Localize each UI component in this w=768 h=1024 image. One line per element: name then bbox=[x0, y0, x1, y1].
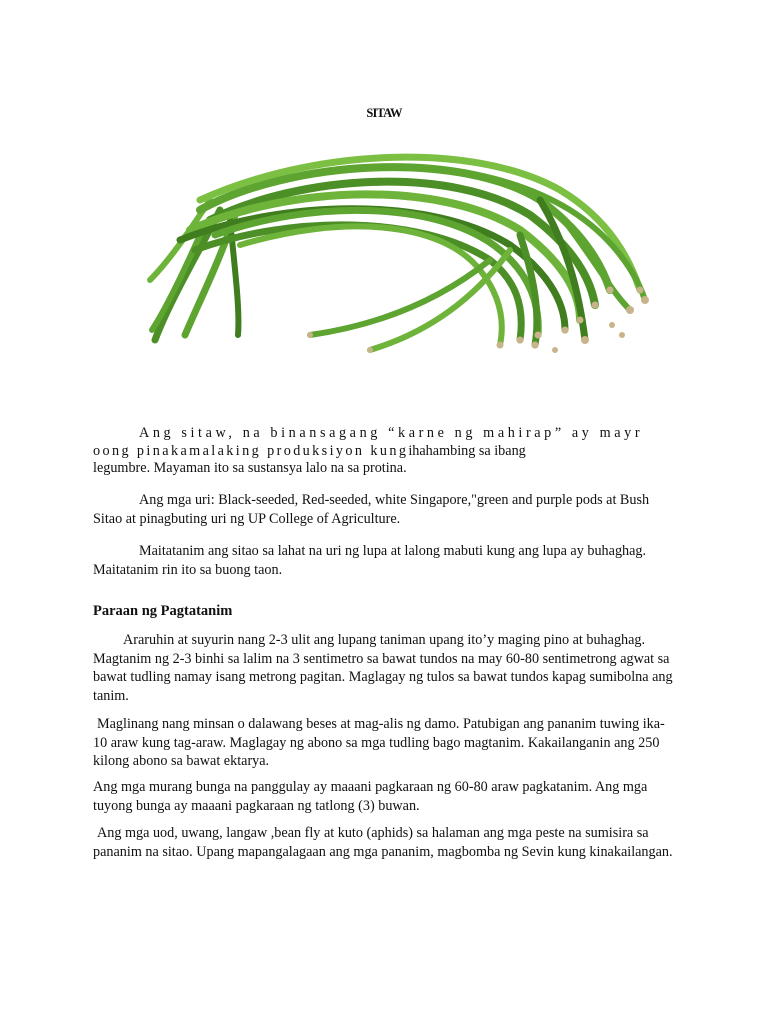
section-heading: Paraan ng Pagtatanim bbox=[93, 603, 233, 619]
intro-line-2-spaced: oong pinakamalaking produksiyon kung bbox=[93, 443, 409, 459]
document-title: SITAW bbox=[366, 106, 402, 120]
paragraph-planting: Araruhin at suyurin nang 2-3 ulit ang lupang taniman upang ito’y maging pino at buhaghag. Magtanim ng 2-3 binhi sa lalim na 3 sentimetro sa bawat tundos na may 60-80 sentimetrong agwat sa bawat tudling namay isang metrong pagitan. Maglagay ng tulos sa bawat tundos kapag sumibolna ang tanim. bbox=[93, 632, 673, 704]
paragraph-care: Maglinang nang minsan o dalawang beses at mag-alis ng damo. Patubigan ang pananim tuwing ika-10 araw kung tag-araw. Maglagay ng abono sa mga tudling bago magtanim. Kakailanganin ang 250 kilong abono sa bawat ektarya. bbox=[93, 716, 665, 769]
intro-line-1: Ang sitaw, na binansagang “karne ng mahirap” ay mayr bbox=[139, 425, 644, 441]
paragraph-varieties: Ang mga uri: Black-seeded, Red-seeded, white Singapore,"green and purple pods at Bush Sitao at pinagbuting uri ng UP College of Agriculture. bbox=[93, 492, 650, 527]
paragraph-harvest: Ang mga murang bunga na panggulay ay maaani pagkaraan ng 60-80 araw pagkatanim. Ang mga tuyong bunga ay maaani pagkaraan ng tatlong (3) buwan. bbox=[93, 779, 648, 814]
paragraph-pests: Ang mga uod, uwang, langaw ,bean fly at kuto (aphids) sa halaman ang mga peste na sumisira sa pananim na sitao. Upang mapangalagaan ang mga pananim, magbomba ng Sevin kung kinakailangan. bbox=[93, 825, 673, 860]
string-beans-image bbox=[140, 140, 670, 380]
paragraph-soil: Maitatanim ang sitao sa lahat na uri ng lupa at lalong mabuti kung ang lupa ay buhaghag. Maitatanim rin ito sa buong taon. bbox=[93, 543, 647, 578]
intro-line-3: legumbre. Mayaman ito sa sustansya lalo na sa protina. bbox=[93, 460, 407, 476]
intro-line-2 bbox=[93, 442, 673, 461]
intro-line-2-rest: ihahambing sa ibang bbox=[408, 443, 526, 459]
